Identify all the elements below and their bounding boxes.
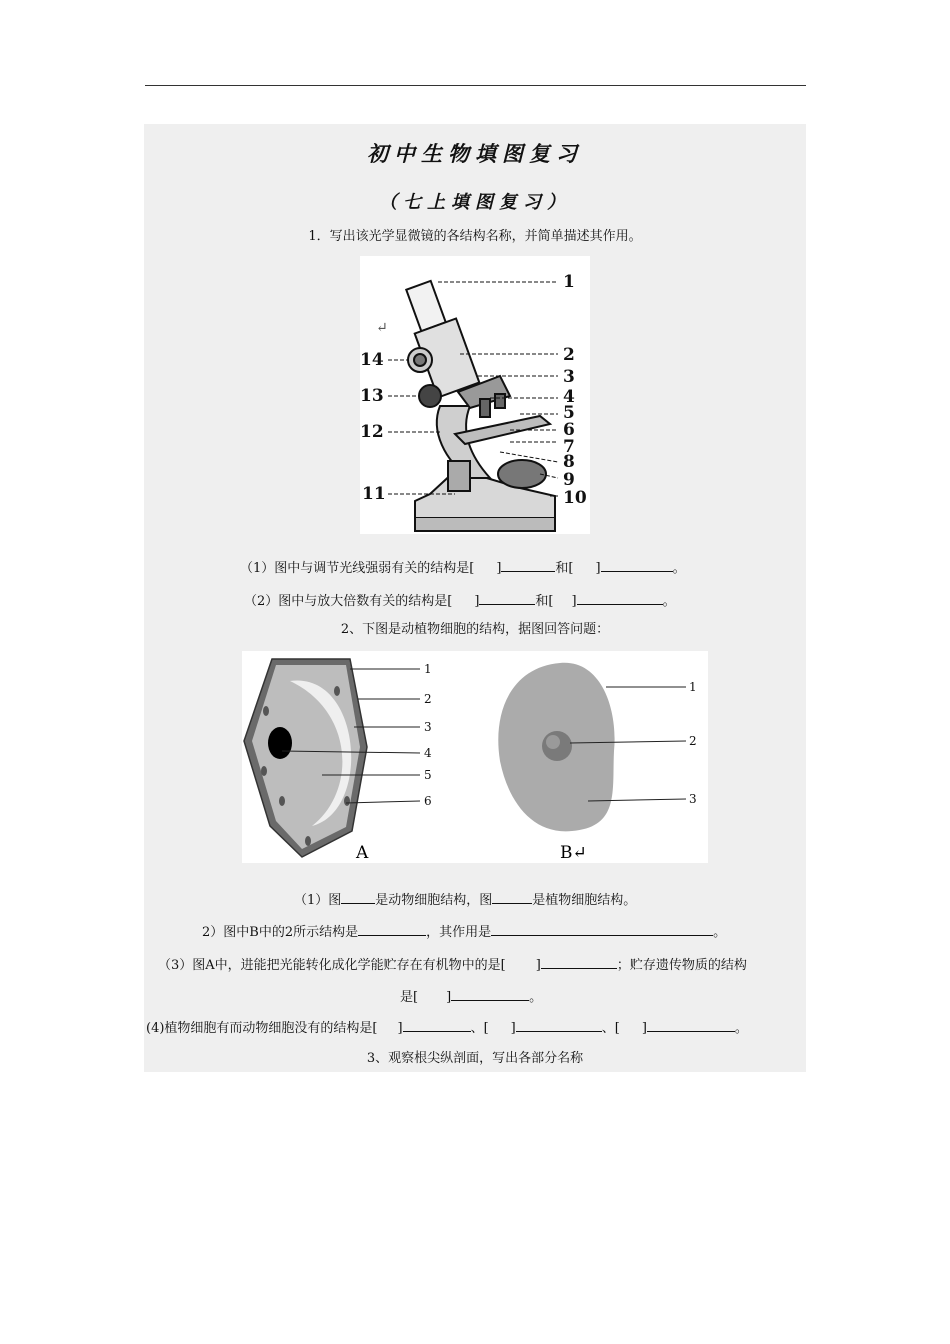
cell-a-label-3: 3 (424, 720, 432, 734)
cell-b-label-1: 1 (689, 680, 697, 694)
microscope-label-5: 5 (563, 403, 575, 423)
cell-a-caption: A (356, 843, 369, 863)
answer-blank[interactable] (647, 1018, 735, 1032)
cell-a-label-5: 5 (424, 768, 432, 782)
microscope-label-1: 1 (563, 272, 575, 292)
header-rule (145, 85, 806, 86)
answer-blank[interactable] (577, 591, 663, 605)
question-2-sub-2: 2）图中B中的2所示结构是 ，其作用是 。 (202, 922, 726, 942)
microscope-label-4: 4 (563, 387, 575, 407)
page-title: 初中生物填图复习 (367, 141, 583, 166)
microscope-label-11: 11 (362, 484, 386, 504)
microscope-label-2: 2 (563, 345, 575, 365)
cell-a-label-6: 6 (424, 794, 432, 808)
question-1-sub-1: （1）图中与调节光线强弱有关的结构是[ ] 和[ ] 。 (240, 558, 686, 578)
cell-a-label-4: 4 (424, 746, 432, 760)
microscope-figure (360, 256, 590, 534)
microscope-label-8: 8 (563, 452, 575, 472)
question-1-sub-2: （2）图中与放大倍数有关的结构是[ ] 和[ ] 。 (244, 591, 676, 611)
worksheet (144, 124, 806, 1072)
microscope-label-7: 7 (563, 437, 575, 457)
cell-b-label-3: 3 (689, 792, 697, 806)
question-2-sub-4: (4)植物细胞有而动物细胞没有的结构是[ ] 、[ ] 、[ ] 。 (146, 1018, 748, 1038)
answer-blank[interactable] (492, 890, 532, 904)
answer-blank[interactable] (501, 558, 555, 572)
microscope-label-14: 14 (360, 350, 384, 370)
cell-b-label-2: 2 (689, 734, 697, 748)
answer-blank[interactable] (516, 1018, 602, 1032)
question-2-sub-1: （1）图 是动物细胞结构，图 是植物细胞结构。 (294, 890, 636, 910)
microscope-label-12: 12 (360, 422, 384, 442)
page-subtitle: （七上填图复习） (379, 192, 571, 213)
cell-b-caption: B↵ (560, 843, 587, 863)
microscope-label-10: 10 (563, 488, 587, 508)
microscope-label-13: 13 (360, 386, 384, 406)
question-2-prompt: 2、下图是动植物细胞的结构，据图回答问题： (340, 622, 610, 637)
microscope-label-3: 3 (563, 367, 575, 387)
answer-blank[interactable] (403, 1018, 471, 1032)
answer-blank[interactable] (541, 955, 617, 969)
answer-blank[interactable] (479, 591, 535, 605)
return-mark: ↵ (376, 320, 388, 336)
question-1-prompt: 1．写出该光学显微镜的各结构名称，并简单描述其作用。 (308, 229, 642, 244)
answer-blank[interactable] (451, 987, 529, 1001)
answer-blank[interactable] (491, 922, 713, 936)
cell-a-label-1: 1 (424, 662, 432, 676)
answer-blank[interactable] (341, 890, 375, 904)
microscope-label-6: 6 (563, 420, 575, 440)
question-2-sub-3-cont: 是[ ] 。 (400, 987, 542, 1007)
cell-a-label-2: 2 (424, 692, 432, 706)
question-2-sub-3: （3）图A中，进能把光能转化成化学能贮存在有机物中的是[ ] ；贮存遗传物质的结构 (158, 955, 747, 975)
cells-drawing (242, 651, 708, 863)
cells-figure (242, 651, 708, 863)
microscope-label-9: 9 (563, 470, 575, 490)
answer-blank[interactable] (601, 558, 673, 572)
answer-blank[interactable] (358, 922, 426, 936)
question-3-prompt: 3、观察根尖纵剖面，写出各部分名称 (366, 1051, 584, 1066)
microscope-drawing (360, 256, 590, 534)
